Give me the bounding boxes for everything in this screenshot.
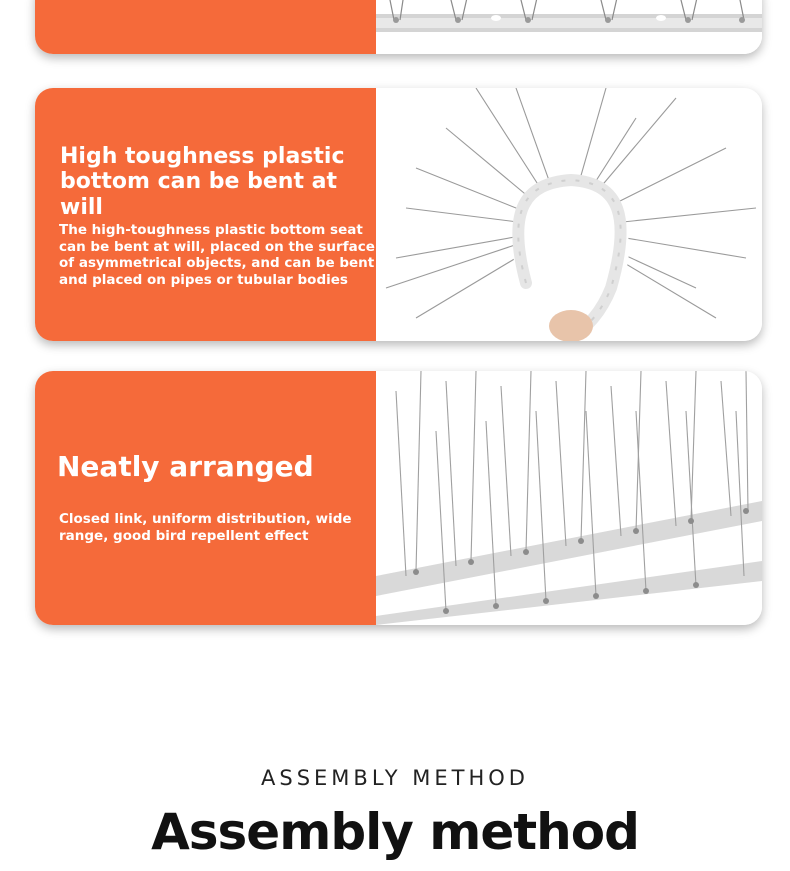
feature-photo-bent-strip (376, 88, 762, 341)
feature-title: High toughness plastic bottom can be bent at will (60, 144, 345, 220)
feature-panel (35, 0, 376, 54)
section-subtitle: ASSEMBLY METHOD (261, 766, 529, 790)
feature-description: The high-toughness plastic bottom seat can be bent at will, placed on the surface of asymmetrical objects, and can be bent and placed on pipes or tubular bodies (59, 222, 375, 288)
feature-photo-arranged-strips (376, 371, 762, 625)
feature-panel (35, 371, 376, 625)
feature-description: Closed link, uniform distribution, wide range, good bird repellent effect (59, 511, 352, 544)
feature-card-2 (35, 88, 762, 341)
feature-title: Neatly arranged (57, 450, 314, 483)
section-title: Assembly method (151, 803, 639, 861)
feature-panel (35, 88, 376, 341)
feature-card-3 (35, 371, 762, 625)
feature-card-1 (35, 0, 762, 54)
feature-photo-spike-strip (376, 0, 762, 54)
